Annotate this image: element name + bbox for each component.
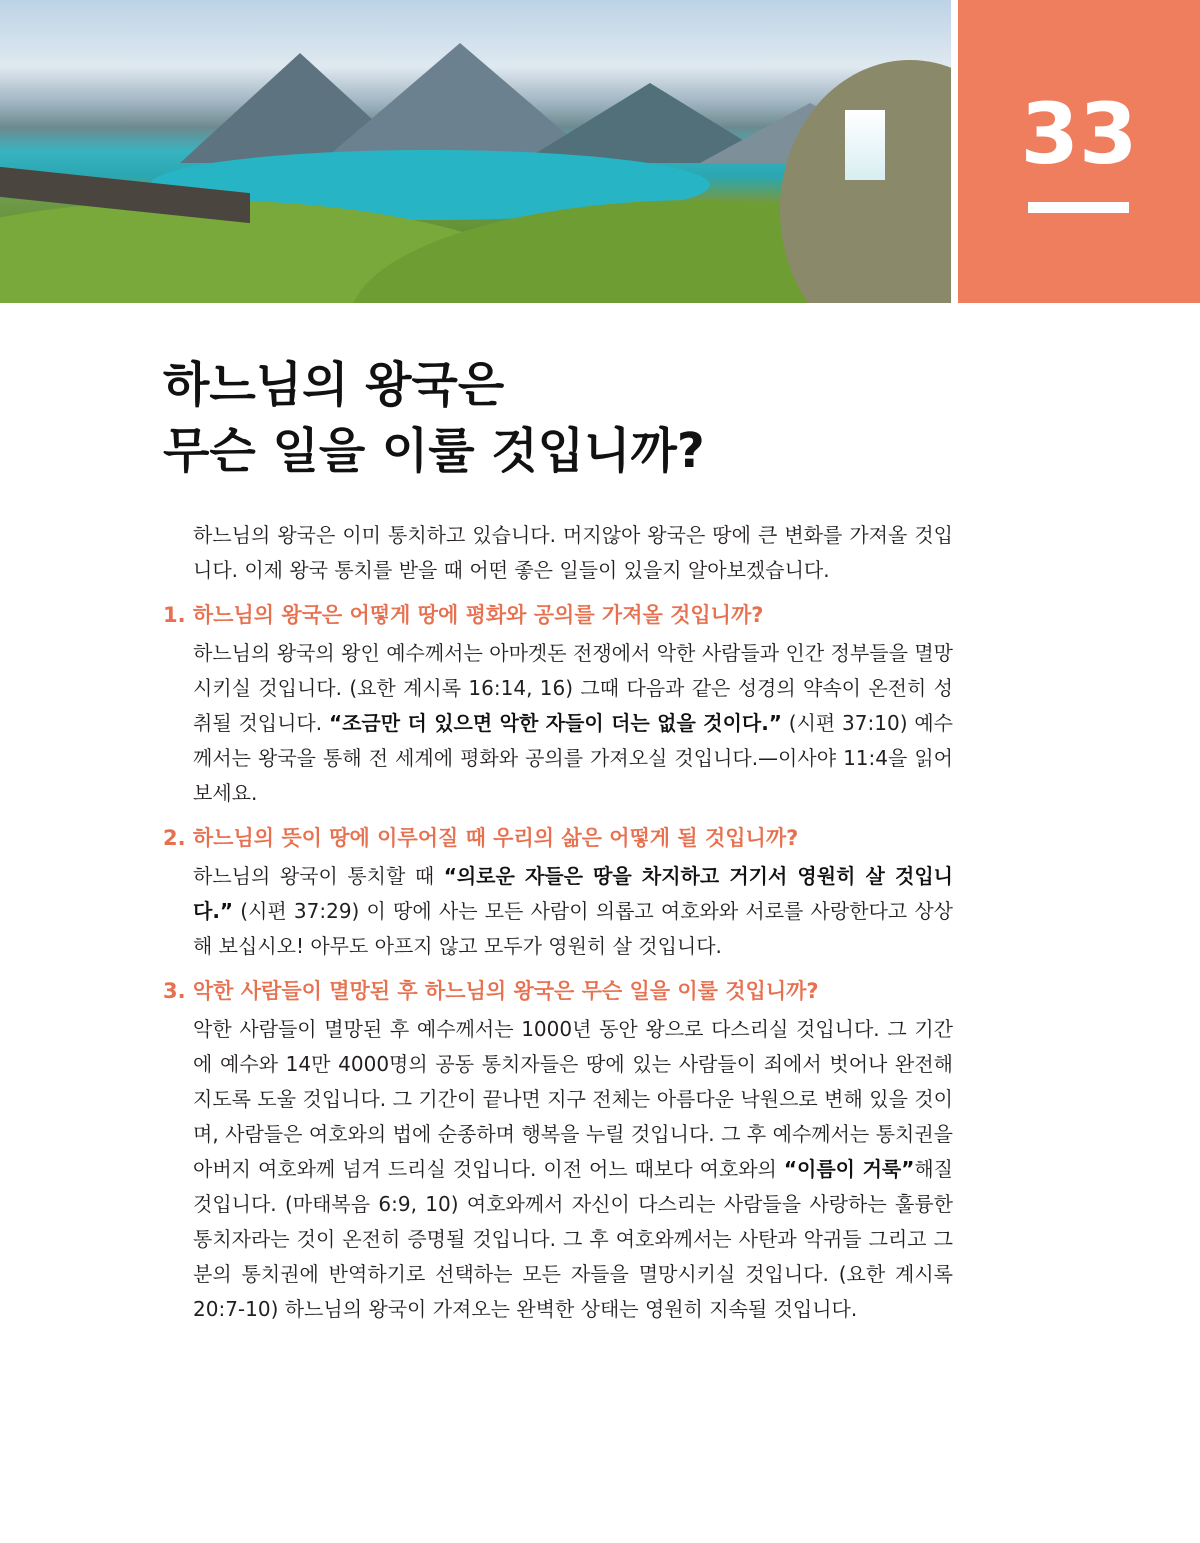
answer-paragraph bbox=[193, 1012, 953, 1327]
hero-image bbox=[0, 0, 951, 303]
lesson-body bbox=[163, 518, 953, 1327]
lesson-number-badge bbox=[958, 0, 1200, 303]
waterfall bbox=[845, 110, 885, 180]
question-heading: 3. 악한 사람들이 멸망된 후 하느님의 왕국은 무슨 일을 이룰 것입니까? bbox=[163, 979, 819, 1003]
lesson-number-underline bbox=[1028, 202, 1129, 213]
intro-paragraph: 하느님의 왕국은 이미 통치하고 있습니다. 머지않아 왕국은 땅에 큰 변화를 가져올 것입니다. 이제 왕국 통치를 받을 때 어떤 좋은 일들이 있을지 알아보겠습니다. bbox=[193, 523, 953, 582]
scripture-quote: “이름이 거룩” bbox=[783, 1157, 915, 1181]
text: 해질 것입니다. (마태복음 6:9, 10) 여호와께서 자신이 다스리는 사람들을 사랑하는 훌륭한 통치자라는 것이 온전히 증명될 것입니다. 그 후 여호와께서는 사탄과 악귀들 그리고 그분의 통치권에 반역하기로 선택하는 모든 자들을 멸망시키실 것입니다. (요한 계시록 20:7-10) 하느님의 왕국이 가져오는 완벽한 상태는 영원히 지속될 것입니다. bbox=[193, 1157, 953, 1321]
title-line-1: 하느님의 왕국은 bbox=[163, 357, 505, 413]
lesson-number: 33 bbox=[1020, 85, 1138, 183]
cliff bbox=[780, 60, 951, 303]
question-heading: 1. 하느님의 왕국은 어떻게 땅에 평화와 공의를 가져올 것입니까? bbox=[163, 603, 764, 627]
text: (시편 37:29) 이 땅에 사는 모든 사람이 의롭고 여호와와 서로를 사랑한다고 상상해 보십시오! 아무도 아프지 않고 모두가 영원히 살 것입니다. bbox=[193, 899, 953, 958]
page-title bbox=[163, 352, 943, 484]
answer-paragraph bbox=[193, 636, 953, 811]
scripture-quote: “조금만 더 있으면 악한 자들이 더는 없을 것이다.” bbox=[328, 711, 782, 735]
text: (시편 37:10) 예수께서는 왕국을 통해 전 세계에 평화와 공의를 가져오실 것입니다.—이사야 11:4을 읽어 보세요. bbox=[193, 711, 953, 805]
text: 하느님의 왕국이 통치할 때 bbox=[193, 864, 444, 888]
text: 악한 사람들이 멸망된 후 예수께서는 1000년 동안 왕으로 다스리실 것입니다. 그 기간에 예수와 14만 4000명의 공동 통치자들은 땅에 있는 사람들이 죄에서 벗어나 완전해지도록 도울 것입니다. 그 기간이 끝나면 지구 전체는 아름다운 낙원으로 변해 있을 것이며, 사람들은 여호와의 법에 순종하며 행복을 누릴 것입니다. 그 후 예수께서는 통치권을 아버지 여호와께 넘겨 드리실 것입니다. 이전 어느 때보다 여호와의 bbox=[193, 1017, 953, 1181]
answer-paragraph bbox=[193, 859, 953, 964]
question-heading: 2. 하느님의 뜻이 땅에 이루어질 때 우리의 삶은 어떻게 될 것입니까? bbox=[163, 826, 799, 850]
text: 하느님의 왕국의 왕인 예수께서는 아마겟돈 전쟁에서 악한 사람들과 인간 정부들을 멸망시키실 것입니다. (요한 계시록 16:14, 16) 그때 다음과 같은 성경의 약속이 온전히 성취될 것입니다. bbox=[193, 641, 953, 735]
title-line-2: 무슨 일을 이룰 것입니까? bbox=[163, 423, 705, 479]
scripture-quote: “의로운 자들은 땅을 차지하고 거기서 영원히 살 것입니다.” bbox=[193, 864, 953, 923]
